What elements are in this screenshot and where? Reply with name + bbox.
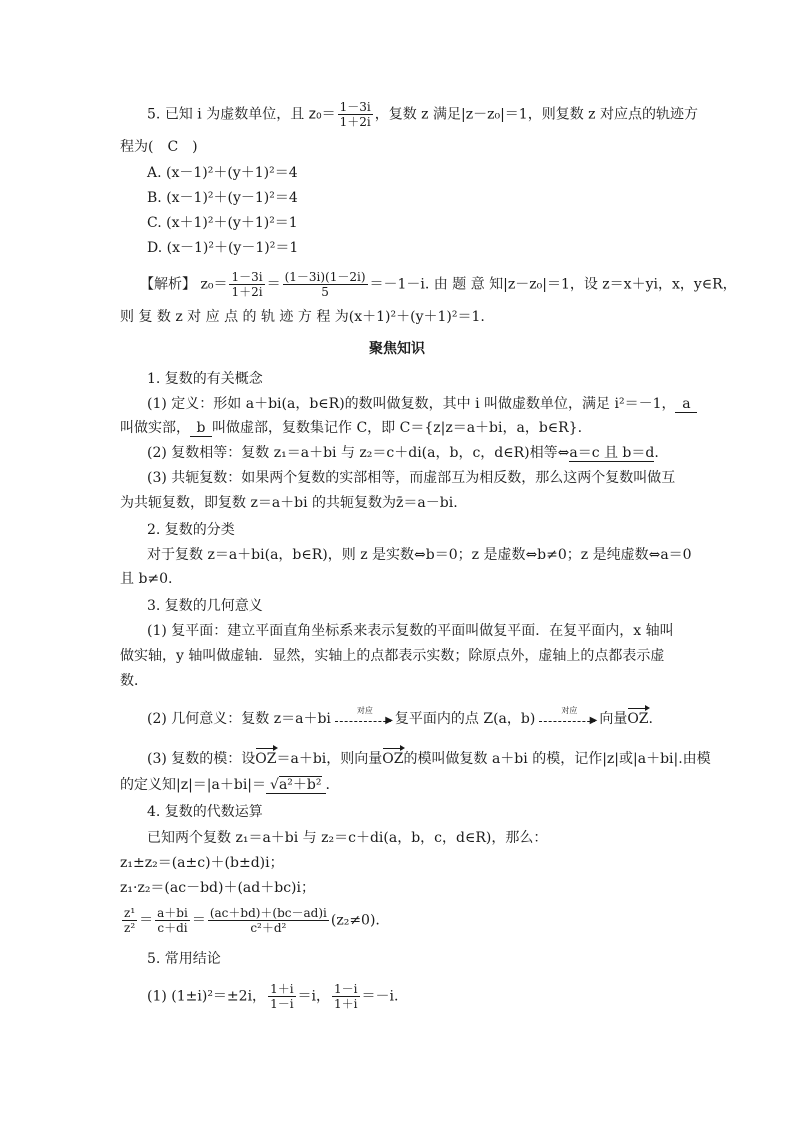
s3-modulus-a: (3) 复数的模：设 [147, 751, 256, 767]
s1-title: 1. 复数的有关概念 [147, 371, 263, 387]
analysis-fraction-1-den: 1＋2i [231, 285, 263, 299]
s5-fraction-1-den: 1－i [270, 997, 294, 1011]
division-mid-den: c＋di [155, 920, 190, 935]
blank-equality: a＝c 且 b＝d [569, 445, 655, 461]
division-lhs-fraction [122, 906, 137, 935]
s4-multiplication: z₁·z₂＝(ac－bd)＋(ad＋bc)i； [120, 880, 315, 896]
division-equals-1: ＝ [139, 912, 154, 929]
s2-line-2: 且 b≠0. [120, 571, 173, 587]
arrow-head-icon: ▶ [589, 715, 598, 726]
division-mid-fraction [155, 906, 190, 935]
vector-oz: OZ [255, 746, 276, 768]
s3-plane-line-3: 数． [120, 673, 148, 689]
arrow-label-1: 对应 [356, 706, 373, 715]
analysis-fraction-1-num: 1－3i [231, 270, 263, 284]
s3-geometric-b: 复平面内的点 Z(a，b) [394, 711, 536, 727]
s3-plane-line-2: 做实轴，y 轴叫做虚轴．显然，实轴上的点都表示实数；除原点外，虚轴上的点都表示虚 [120, 648, 665, 664]
s3-geometric-a: (2) 几何意义：复数 z＝a＋bi [147, 711, 331, 727]
s5-title: 5. 常用结论 [147, 951, 221, 967]
s4-division [120, 906, 380, 935]
s1-definition-c: 叫做虚部，复数集记作 C，即 C＝{z|z＝a＋bi，a，b∈R}. [212, 420, 583, 436]
s4-title: 4. 复数的代数运算 [147, 804, 263, 820]
analysis-fraction-2-den: 5 [283, 284, 368, 299]
option-d: D. (x－1)²＋(y－1)²＝1 [147, 240, 299, 256]
s3-geometric-end: . [648, 711, 653, 727]
s5-a: (1) (1±i)²＝±2i， [147, 988, 267, 1005]
s3-title: 3. 复数的几何意义 [147, 598, 263, 614]
s3-modulus-c: 的模叫做复数 a＋bi 的模，记作|z|或|a＋bi|.由模 [403, 751, 711, 767]
division-rhs-den: c²＋d² [208, 920, 329, 935]
s1-definition-b: 叫做实部， [120, 420, 190, 436]
s5-conclusion-line [147, 982, 398, 1011]
s1-equality-a: (2) 复数相等：复数 z₁＝a＋bi 与 z₂＝c＋di(a，b，c，d∈R)相等⇔ [147, 445, 570, 461]
vector-oz: OZ [382, 746, 403, 768]
s3-geometric-c: 向量 [599, 711, 628, 727]
s2-title: 2. 复数的分类 [147, 522, 235, 538]
s5-fraction-2-num: 1－i [334, 982, 358, 996]
arrow-head-icon: ▶ [385, 715, 393, 726]
s5-fraction-2-den: 1＋i [334, 997, 358, 1011]
option-c: C. (x＋1)²＋(y＋1)²＝1 [147, 215, 298, 231]
s3-modulus-b: ＝a＋bi，则向量 [276, 751, 383, 767]
blank-imaginary-part: b [190, 420, 212, 437]
analysis-rest: ＝－1－i. 由 题 意 知|z－z₀|＝1，设 z＝x＋yi，x，y∈R， [369, 276, 737, 293]
s3-modulus-line-1 [147, 746, 711, 768]
z0-numerator: 1－3i [339, 100, 371, 114]
division-mid-num: a＋bi [157, 906, 188, 920]
s5-fraction-2 [332, 982, 359, 1011]
s1-equality-line [147, 444, 659, 462]
division-rhs-fraction [208, 906, 329, 935]
s5-c: ＝－i. [361, 988, 399, 1005]
question-stem-a: 已知 i 为虚数单位，且 [164, 106, 305, 123]
s1-definition-line-2 [120, 419, 582, 437]
correspondence-arrow-1 [335, 706, 393, 728]
s5-b: ＝i， [297, 988, 331, 1005]
vector-oz: OZ [627, 706, 648, 728]
s3-modulus-line-2 [120, 776, 330, 794]
analysis-line-1 [140, 270, 737, 299]
question-stem-b: ，复数 z 满足|z－z₀|＝1，则复数 z 对应点的轨迹方 [374, 106, 698, 123]
analysis-equals: ＝ [266, 276, 281, 293]
s3-plane-line-1: (1) 复平面：建立平面直角坐标系来表示复数的平面叫做复平面．在复平面内，x 轴叫 [147, 623, 674, 639]
division-lhs-num: z¹ [124, 906, 136, 920]
s4-addition: z₁±z₂＝(a±c)＋(b±d)i； [120, 855, 284, 871]
division-equals-2: ＝ [191, 912, 206, 929]
option-a: A. (x－1)²＋(y＋1)²＝4 [147, 165, 298, 181]
analysis-fraction-2 [283, 270, 368, 299]
option-b: B. (x－1)²＋(y－1)²＝4 [147, 190, 298, 206]
blank-real-part: a [675, 396, 697, 413]
analysis-z0: z₀＝ [200, 276, 228, 293]
arrow-label-2: 对应 [561, 706, 578, 715]
s3-modulus-d: 的定义知|z|＝|a＋bi|＝ [120, 777, 267, 793]
analysis-fraction-2-num: (1－3i)(1－2i) [284, 270, 366, 284]
s1-equality-end: . [654, 445, 659, 461]
s5-fraction-1 [268, 982, 295, 1011]
s1-definition-line-1 [147, 395, 697, 413]
z0-denominator: 1＋2i [339, 115, 371, 129]
analysis-line-2: 则 复 数 z 对 应 点 的 轨 迹 方 程 为(x＋1)²＋(y＋1)²＝1. [120, 309, 485, 325]
section-title: 聚焦知识 [369, 341, 425, 357]
division-lhs-den: z² [124, 921, 136, 935]
sqrt-radicand: a²＋b² [278, 777, 322, 793]
division-rhs-num: (ac＋bd)＋(bc－ad)i [209, 906, 327, 920]
analysis-fraction-1 [229, 270, 264, 299]
s1-conjugate-line-1: (3) 共轭复数：如果两个复数的实部相等，而虚部互为相反数，那么这两个复数叫做互 [147, 470, 676, 486]
s5-fraction-1-num: 1＋i [270, 982, 294, 996]
s3-geometric-line [147, 706, 653, 728]
z0-label: z₀＝ [308, 106, 336, 123]
correspondence-arrow-2 [539, 706, 598, 728]
s1-conjugate-line-2: 为共轭复数，即复数 z＝a＋bi 的共轭复数为z̄＝a－bi. [120, 495, 458, 511]
analysis-tag: 【解析】 [140, 276, 196, 293]
division-end: (z₂≠0). [330, 912, 380, 929]
s4-intro: 已知两个复数 z₁＝a＋bi 与 z₂＝c＋di(a，b，c，d∈R)，那么： [147, 830, 548, 846]
sqrt-expression: √a²＋b² [270, 777, 322, 793]
blank-modulus [266, 776, 325, 794]
z0-fraction [338, 100, 373, 129]
s3-modulus-end: . [325, 777, 330, 793]
s1-definition-a: (1) 定义：形如 a＋bi(a，b∈R)的数叫做复数，其中 i 叫做虚数单位，满足 i²＝－1， [147, 396, 676, 412]
s2-line-1: 对于复数 z＝a＋bi(a，b∈R)，则 z 是实数⇔b＝0；z 是虚数⇔b≠0；z 是纯虚数⇔a＝0 [147, 547, 692, 563]
question-stem-line-2: 程为( C ) [120, 139, 198, 155]
question-stem-line-1 [147, 100, 698, 129]
question-number: 5. [147, 106, 161, 123]
